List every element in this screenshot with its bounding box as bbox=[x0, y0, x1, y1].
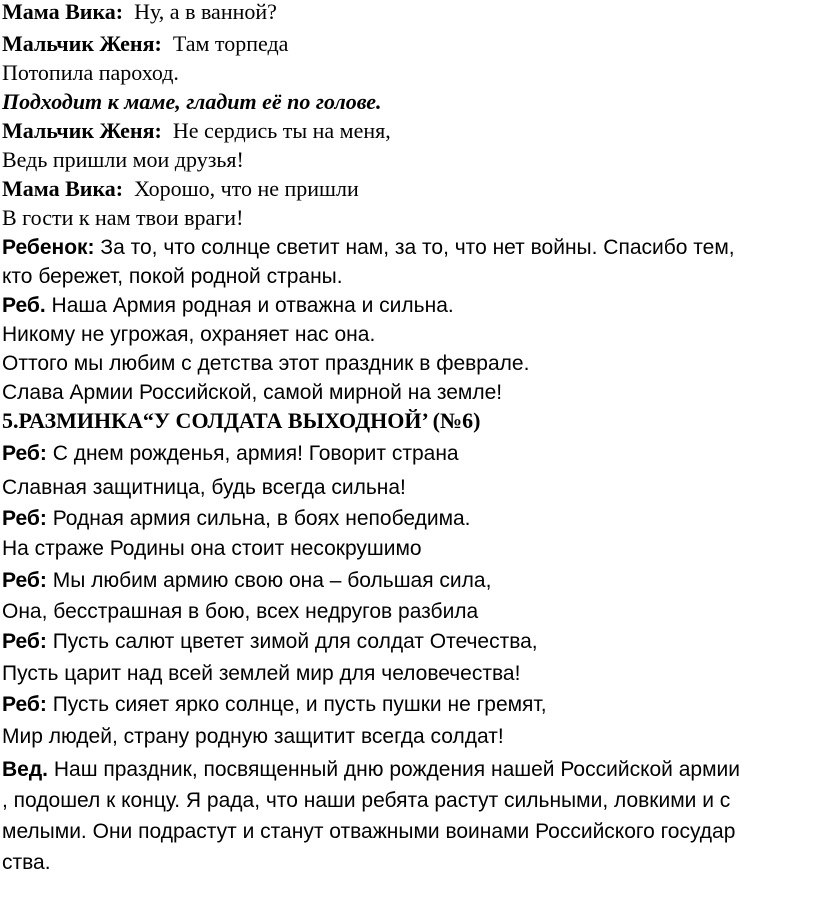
line-text: Потопила пароход. bbox=[2, 60, 179, 85]
line-text: Пусть сияет ярко солнце, и пусть пушки не гремят, bbox=[52, 693, 547, 716]
line-text: Мы любим армию свою она – большая сила, bbox=[52, 569, 492, 592]
speaker-label: Реб: bbox=[2, 507, 47, 530]
speaker-label: Реб: bbox=[2, 442, 47, 465]
dialogue-line bbox=[2, 29, 288, 59]
line-text: Наша Армия родная и отважна и сильна. bbox=[51, 294, 454, 317]
line-text: Она, бесстрашная в бою, всех недругов разбила bbox=[2, 600, 479, 623]
speaker-label: Мама Вика: bbox=[2, 176, 124, 201]
dialogue-line bbox=[2, 566, 491, 596]
heading-text: 5.РАЗМИНКА“У СОЛДАТА ВЫХОДНОЙ’ (№6) bbox=[2, 408, 481, 433]
speaker-label: Вед. bbox=[2, 758, 49, 781]
speaker-label: Мальчик Женя: bbox=[2, 118, 162, 143]
line-text: Родная армия сильна, в боях непобедима. bbox=[52, 507, 471, 530]
dialogue-line bbox=[2, 755, 740, 785]
line-text: С днем рожденья, армия! Говорит страна bbox=[52, 442, 459, 465]
line-text: Наш праздник, посвященный дню рождения нашей Российской армии bbox=[53, 758, 740, 781]
line-text: Мир людей, страну родную защитит всегда солдат! bbox=[2, 725, 504, 748]
line-text: Ну, а в ванной? bbox=[134, 0, 277, 24]
verse-line bbox=[2, 320, 375, 350]
dialogue-line bbox=[2, 233, 735, 263]
line-text: Хорошо, что не пришли bbox=[134, 176, 359, 201]
line-text: мелыми. Они подрастут и станут отважными воинами Российского государ bbox=[2, 820, 736, 843]
line-text: кто бережет, покой родной страны. bbox=[2, 265, 343, 288]
line-text: Слава Армии Российской, самой мирной на земле! bbox=[2, 381, 503, 404]
dialogue-line bbox=[2, 690, 547, 720]
speaker-label: Мама Вика: bbox=[2, 0, 124, 24]
dialogue-line bbox=[2, 174, 359, 204]
stage-text: Подходит к маме, гладит её по голове. bbox=[2, 89, 382, 114]
verse-line bbox=[2, 848, 51, 878]
line-text: Оттого мы любим с детства этот праздник в феврале. bbox=[2, 352, 530, 375]
line-text: Не сердись ты на меня, bbox=[172, 118, 391, 143]
line-text: Ведь пришли мои друзья! bbox=[2, 147, 244, 172]
line-text: Славная защитница, будь всегда сильна! bbox=[2, 476, 406, 499]
verse-line bbox=[2, 262, 343, 292]
dialogue-line bbox=[2, 439, 459, 469]
dialogue-line bbox=[2, 291, 454, 321]
speaker-label: Мальчик Женя: bbox=[2, 31, 162, 56]
dialogue-line bbox=[2, 0, 277, 27]
verse-line bbox=[2, 817, 735, 847]
section-heading bbox=[2, 406, 480, 436]
dialogue-line bbox=[2, 627, 538, 657]
speaker-label: Ребенок: bbox=[2, 236, 95, 259]
verse-line bbox=[2, 349, 529, 379]
line-text: Никому не угрожая, охраняет нас она. bbox=[2, 323, 376, 346]
verse-line bbox=[2, 378, 502, 408]
line-text: ства. bbox=[2, 851, 51, 874]
line-text: Пусть царит над всей землей мир для человечества! bbox=[2, 662, 521, 685]
verse-line bbox=[2, 145, 244, 175]
line-text: , подошел к концу. Я рада, что наши ребята растут сильными, ловкими и с bbox=[2, 789, 731, 812]
verse-line bbox=[2, 58, 179, 88]
verse-line bbox=[2, 534, 422, 564]
speaker-label: Реб. bbox=[2, 294, 46, 317]
line-text: В гости к нам твои враги! bbox=[2, 205, 244, 230]
verse-line bbox=[2, 473, 406, 503]
speaker-label: Реб: bbox=[2, 693, 47, 716]
dialogue-line bbox=[2, 116, 391, 146]
line-text: За то, что солнце светит нам, за то, что нет войны. Спасибо тем, bbox=[100, 236, 735, 259]
line-text: На страже Родины она стоит несокрушимо bbox=[2, 537, 422, 560]
verse-line bbox=[2, 659, 520, 689]
stage-direction bbox=[2, 87, 382, 117]
speaker-label: Реб: bbox=[2, 569, 47, 592]
line-text: Пусть салют цветет зимой для солдат Отечества, bbox=[52, 630, 538, 653]
speaker-label: Реб: bbox=[2, 630, 47, 653]
dialogue-line bbox=[2, 504, 471, 534]
verse-line bbox=[2, 203, 243, 233]
line-text: Там торпеда bbox=[172, 31, 289, 56]
verse-line bbox=[2, 786, 730, 816]
verse-line bbox=[2, 597, 478, 627]
verse-line bbox=[2, 722, 504, 752]
